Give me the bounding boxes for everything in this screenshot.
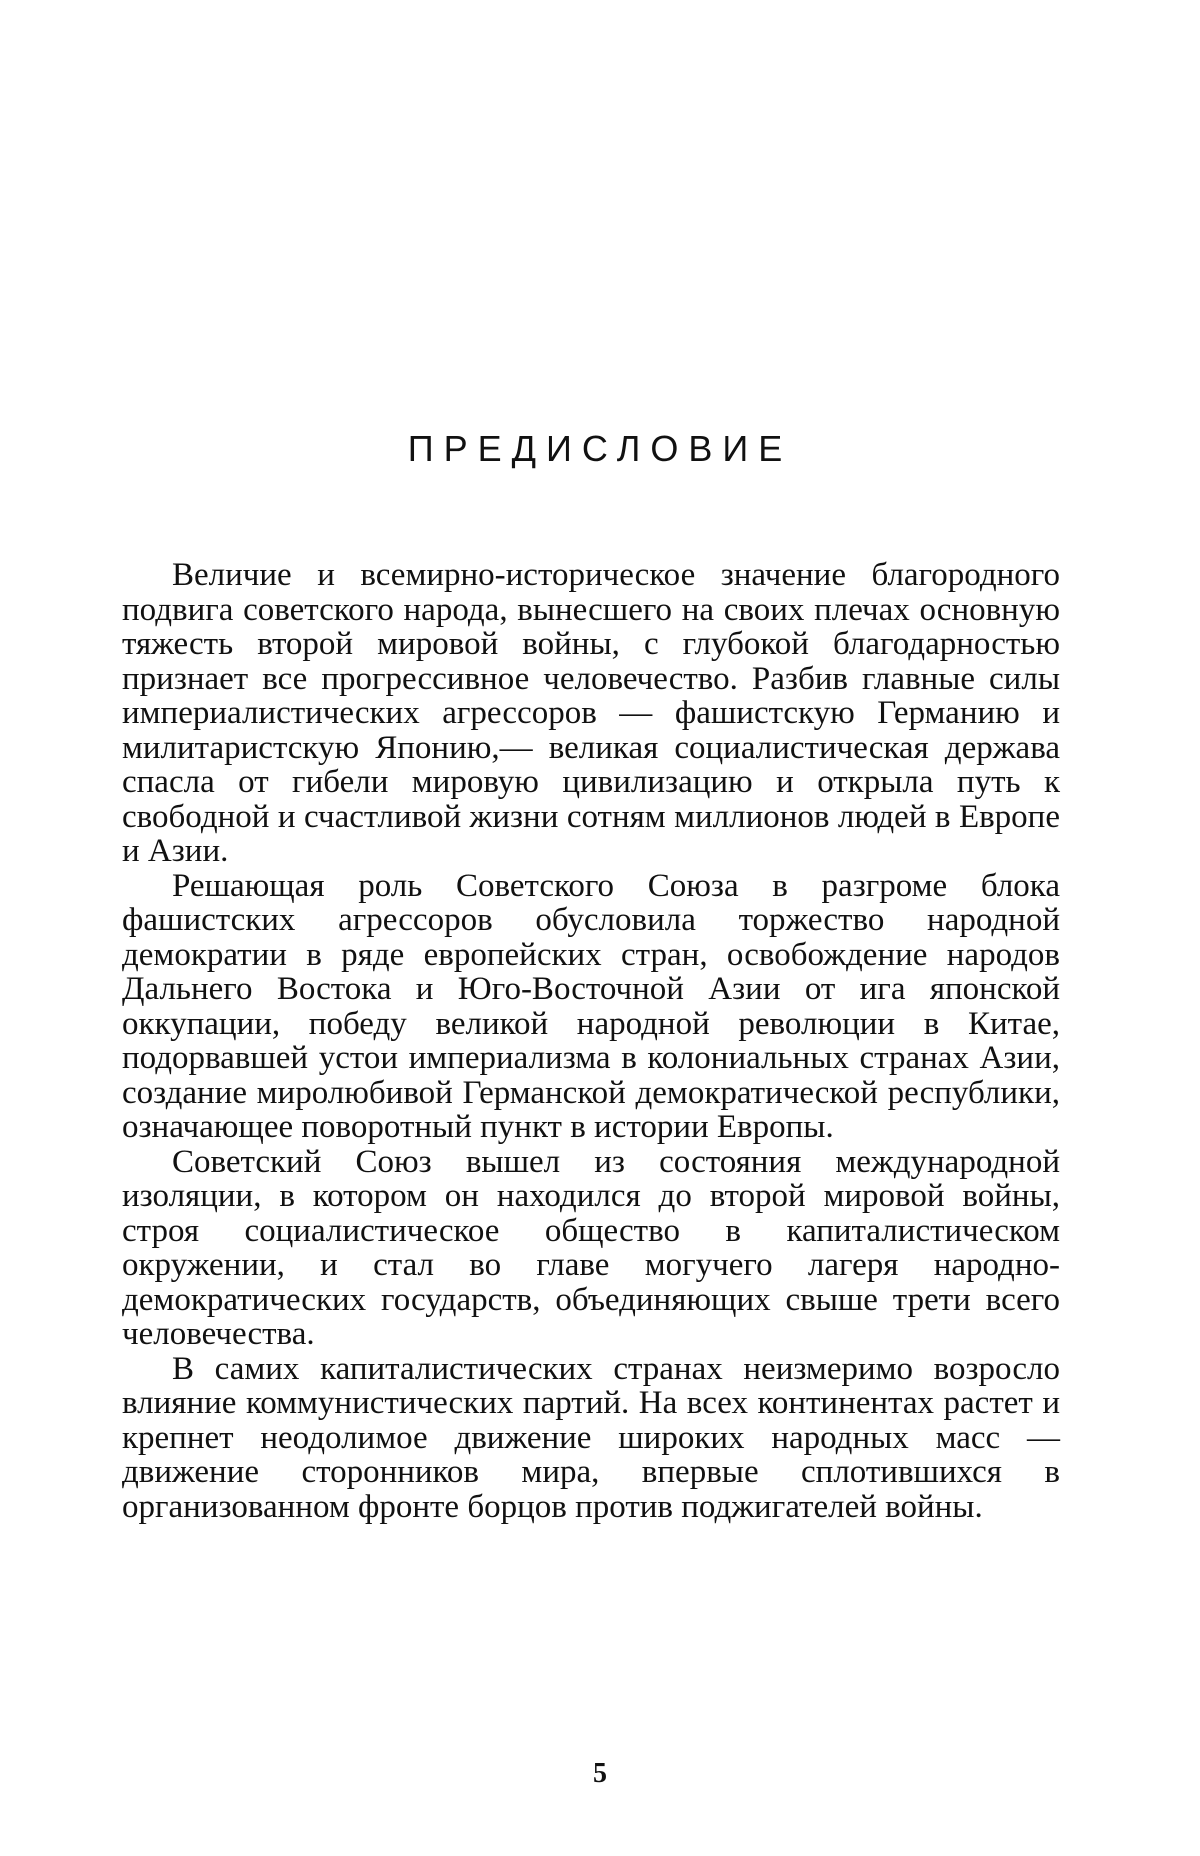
- body-text: [122, 558, 1060, 1524]
- paragraph-1: Величие и всемирно-историческое значение благородного подвига советского народа, вынесшего на своих плечах основную тяжесть второй мировой войны, с глубокой благодарностью признает все прогрессивное человечество. Разбив главные силы империалистических агрессоров — фашистскую Германию и милитаристскую Японию,— великая социалистическая держава спасла от гибели мировую цивилизацию и открыла путь к свободной и счастливой жизни сотням миллионов людей в Европе и Азии.: [122, 557, 1060, 869]
- paragraph-3: Советский Союз вышел из состояния международной изоляции, в котором он находился до второй мировой войны, строя социалистическое общество в капиталистическом окружении, и стал во главе могучего лагеря народно-демократических государств, объединяющих свыше трети всего человечества.: [122, 1143, 1060, 1352]
- paragraph-2: Решающая роль Советского Союза в разгроме блока фашистских агрессоров обусловила торжество народной демократии в ряде европейских стран, освобождение народов Дальнего Востока и Юго-Восточной Азии от ига японской оккупации, победу великой народной революции в Китае, подорвавшей устои империализма в колониальных странах Азии, создание миролюбивой Германской демократической республики, означающее поворотный пункт в истории Европы.: [122, 867, 1060, 1145]
- page-number: 5: [593, 1758, 607, 1789]
- paragraph-4: В самих капиталистических странах неизмеримо возросло влияние коммунистических партий. На всех континентах растет и крепнет неодолимое движение широких народных масс — движение сторонников мира, впервые сплотившихся в организованном фронте борцов против поджигателей войны.: [122, 1350, 1060, 1525]
- page-title: ПРЕДИСЛОВИЕ: [407, 428, 793, 469]
